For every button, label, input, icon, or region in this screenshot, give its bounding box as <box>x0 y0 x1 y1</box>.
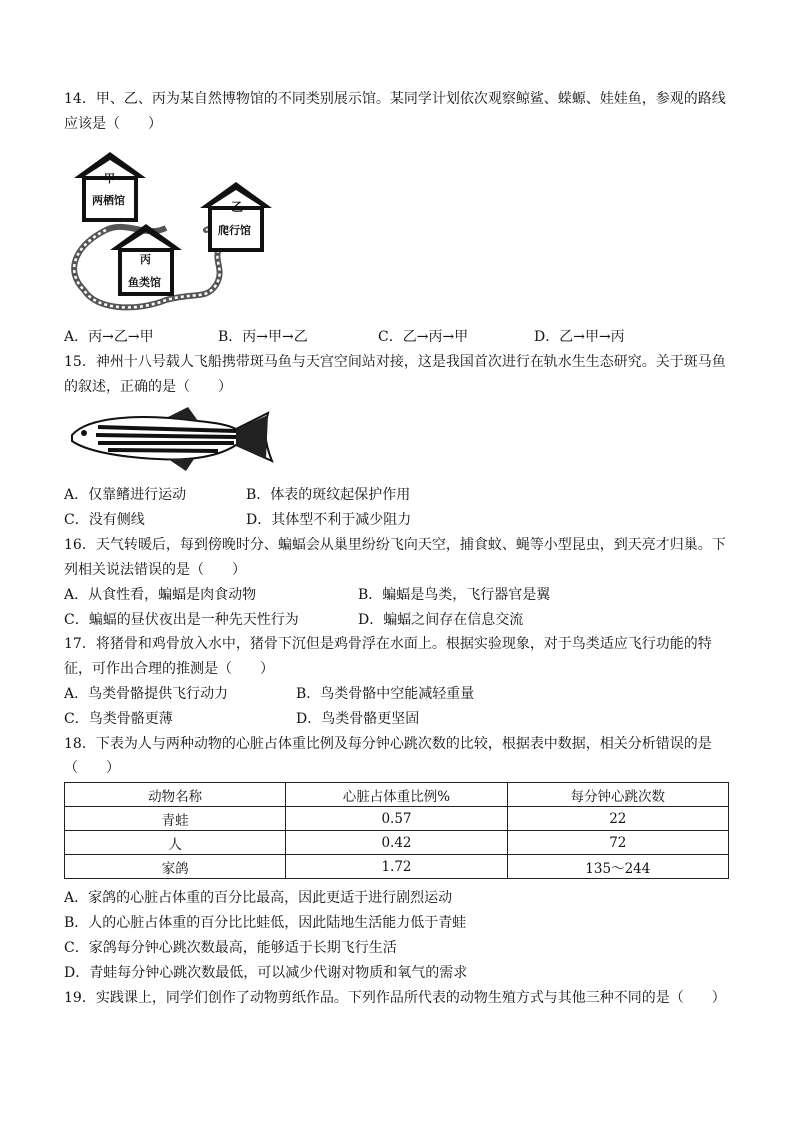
q15-option-c[interactable]: C．没有侧线 <box>64 512 145 528</box>
q17-stem-line1: 17．将猪骨和鸡骨放入水中，猪骨下沉但是鸡骨浮在水面上。根据实验现象，对于鸟类适应飞行功能的特 <box>64 636 712 652</box>
table-cell: 人 <box>65 831 286 855</box>
q17-stem-line2: 征，可作出合理的推测是（ ） <box>64 661 274 677</box>
house-bing-name: 鱼类馆 <box>128 276 161 289</box>
q14-stem-line1: 14．甲、乙、丙为某自然博物馆的不同类别展示馆。某同学计划依次观察鲸鲨、蝾螈、娃娃鱼，参观的路线 <box>64 91 726 107</box>
q18-stem-line2: （ ） <box>64 760 120 776</box>
q18-option-d[interactable]: D．青蛙每分钟心跳次数最低，可以减少代谢对物质和氧气的需求 <box>64 965 468 981</box>
q17-option-b[interactable]: B．鸟类骨骼中空能减轻重量 <box>296 686 475 702</box>
q15-stem-line1: 15．神州十八号载人飞船携带斑马鱼与天宫空间站对接，这是我国首次进行在轨水生生态研究。关于斑马鱼 <box>64 354 726 370</box>
q17-option-d[interactable]: D．鸟类骨骼更坚固 <box>296 711 420 727</box>
table-row <box>65 831 729 855</box>
q16-option-d[interactable]: D．蝙蝠之间存在信息交流 <box>358 612 524 628</box>
q17-option-a[interactable]: A．鸟类骨骼提供飞行动力 <box>64 686 229 702</box>
q18-option-c[interactable]: C．家鸽每分钟心跳次数最高，能够适于长期飞行生活 <box>64 940 397 956</box>
q14-option-b[interactable]: B．丙→甲→乙 <box>218 329 308 345</box>
table-cell: 家鸽 <box>65 855 286 879</box>
q16-stem-line2: 列相关说法错误的是（ ） <box>64 562 246 578</box>
table-header-row <box>65 783 729 807</box>
q14-option-a[interactable]: A．丙→乙→甲 <box>64 329 154 345</box>
q14-option-d[interactable]: D．乙→甲→丙 <box>534 329 625 345</box>
q16-option-a[interactable]: A．从食性看，蝙蝠是肉食动物 <box>64 587 257 603</box>
q19-stem-line1: 19．实践课上，同学们创作了动物剪纸作品。下列作品所代表的动物生殖方式与其他三种不同的是（ ） <box>64 990 726 1006</box>
q18-option-a[interactable]: A．家鸽的心脏占体重的百分比最高，因此更适于进行剧烈运动 <box>64 890 453 906</box>
house-yi <box>200 182 272 250</box>
table-cell: 0.57 <box>286 807 507 831</box>
museum-route-figure <box>66 150 282 320</box>
table-header: 动物名称 <box>65 783 286 807</box>
house-bing-label: 丙 <box>140 253 151 266</box>
house-jia <box>74 152 146 220</box>
zebrafish-icon <box>68 405 274 473</box>
house-jia-name: 两栖馆 <box>92 194 125 207</box>
q18-option-b[interactable]: B．人的心脏占体重的百分比比蛙低，因此陆地生活能力低于青蛙 <box>64 915 467 931</box>
q15-stem-line2: 的叙述，正确的是（ ） <box>64 379 232 395</box>
q15-option-b[interactable]: B．体表的斑纹起保护作用 <box>246 487 411 503</box>
q16-option-b[interactable]: B．蝙蝠是鸟类，飞行器官是翼 <box>358 587 551 603</box>
q16-option-c[interactable]: C．蝙蝠的昼伏夜出是一种先天性行为 <box>64 612 299 628</box>
house-yi-label: 乙 <box>231 200 244 214</box>
table-cell: 青蛙 <box>65 807 286 831</box>
q15-option-a[interactable]: A．仅靠鳍进行运动 <box>64 487 187 503</box>
table-row <box>65 855 729 879</box>
table-cell: 72 <box>507 831 728 855</box>
q14-option-c[interactable]: C．乙→丙→甲 <box>378 329 469 345</box>
q16-stem-line1: 16．天气转暖后，每到傍晚时分、蝙蝠会从巢里纷纷飞向天空，捕食蚊、蝇等小型昆虫，到天亮才归巢。下 <box>64 537 726 553</box>
house-yi-name: 爬行馆 <box>218 224 251 237</box>
q18-stem-line1: 18．下表为人与两种动物的心脏占体重比例及每分钟心跳次数的比较，根据表中数据，相关分析错误的是 <box>64 736 712 752</box>
q14-stem-line2: 应该是（ ） <box>64 116 162 132</box>
table-row <box>65 807 729 831</box>
table-header: 心脏占体重比例% <box>286 783 507 807</box>
table-header: 每分钟心跳次数 <box>507 783 728 807</box>
q15-option-d[interactable]: D．其体型不利于减少阻力 <box>246 512 412 528</box>
table-cell: 135～244 <box>507 855 728 879</box>
heart-data-table <box>64 782 729 879</box>
table-cell: 1.72 <box>286 855 507 879</box>
table-cell: 0.42 <box>286 831 507 855</box>
house-jia-label: 甲 <box>104 172 115 185</box>
q17-option-c[interactable]: C．鸟类骨骼更薄 <box>64 711 173 727</box>
table-cell: 22 <box>507 807 728 831</box>
